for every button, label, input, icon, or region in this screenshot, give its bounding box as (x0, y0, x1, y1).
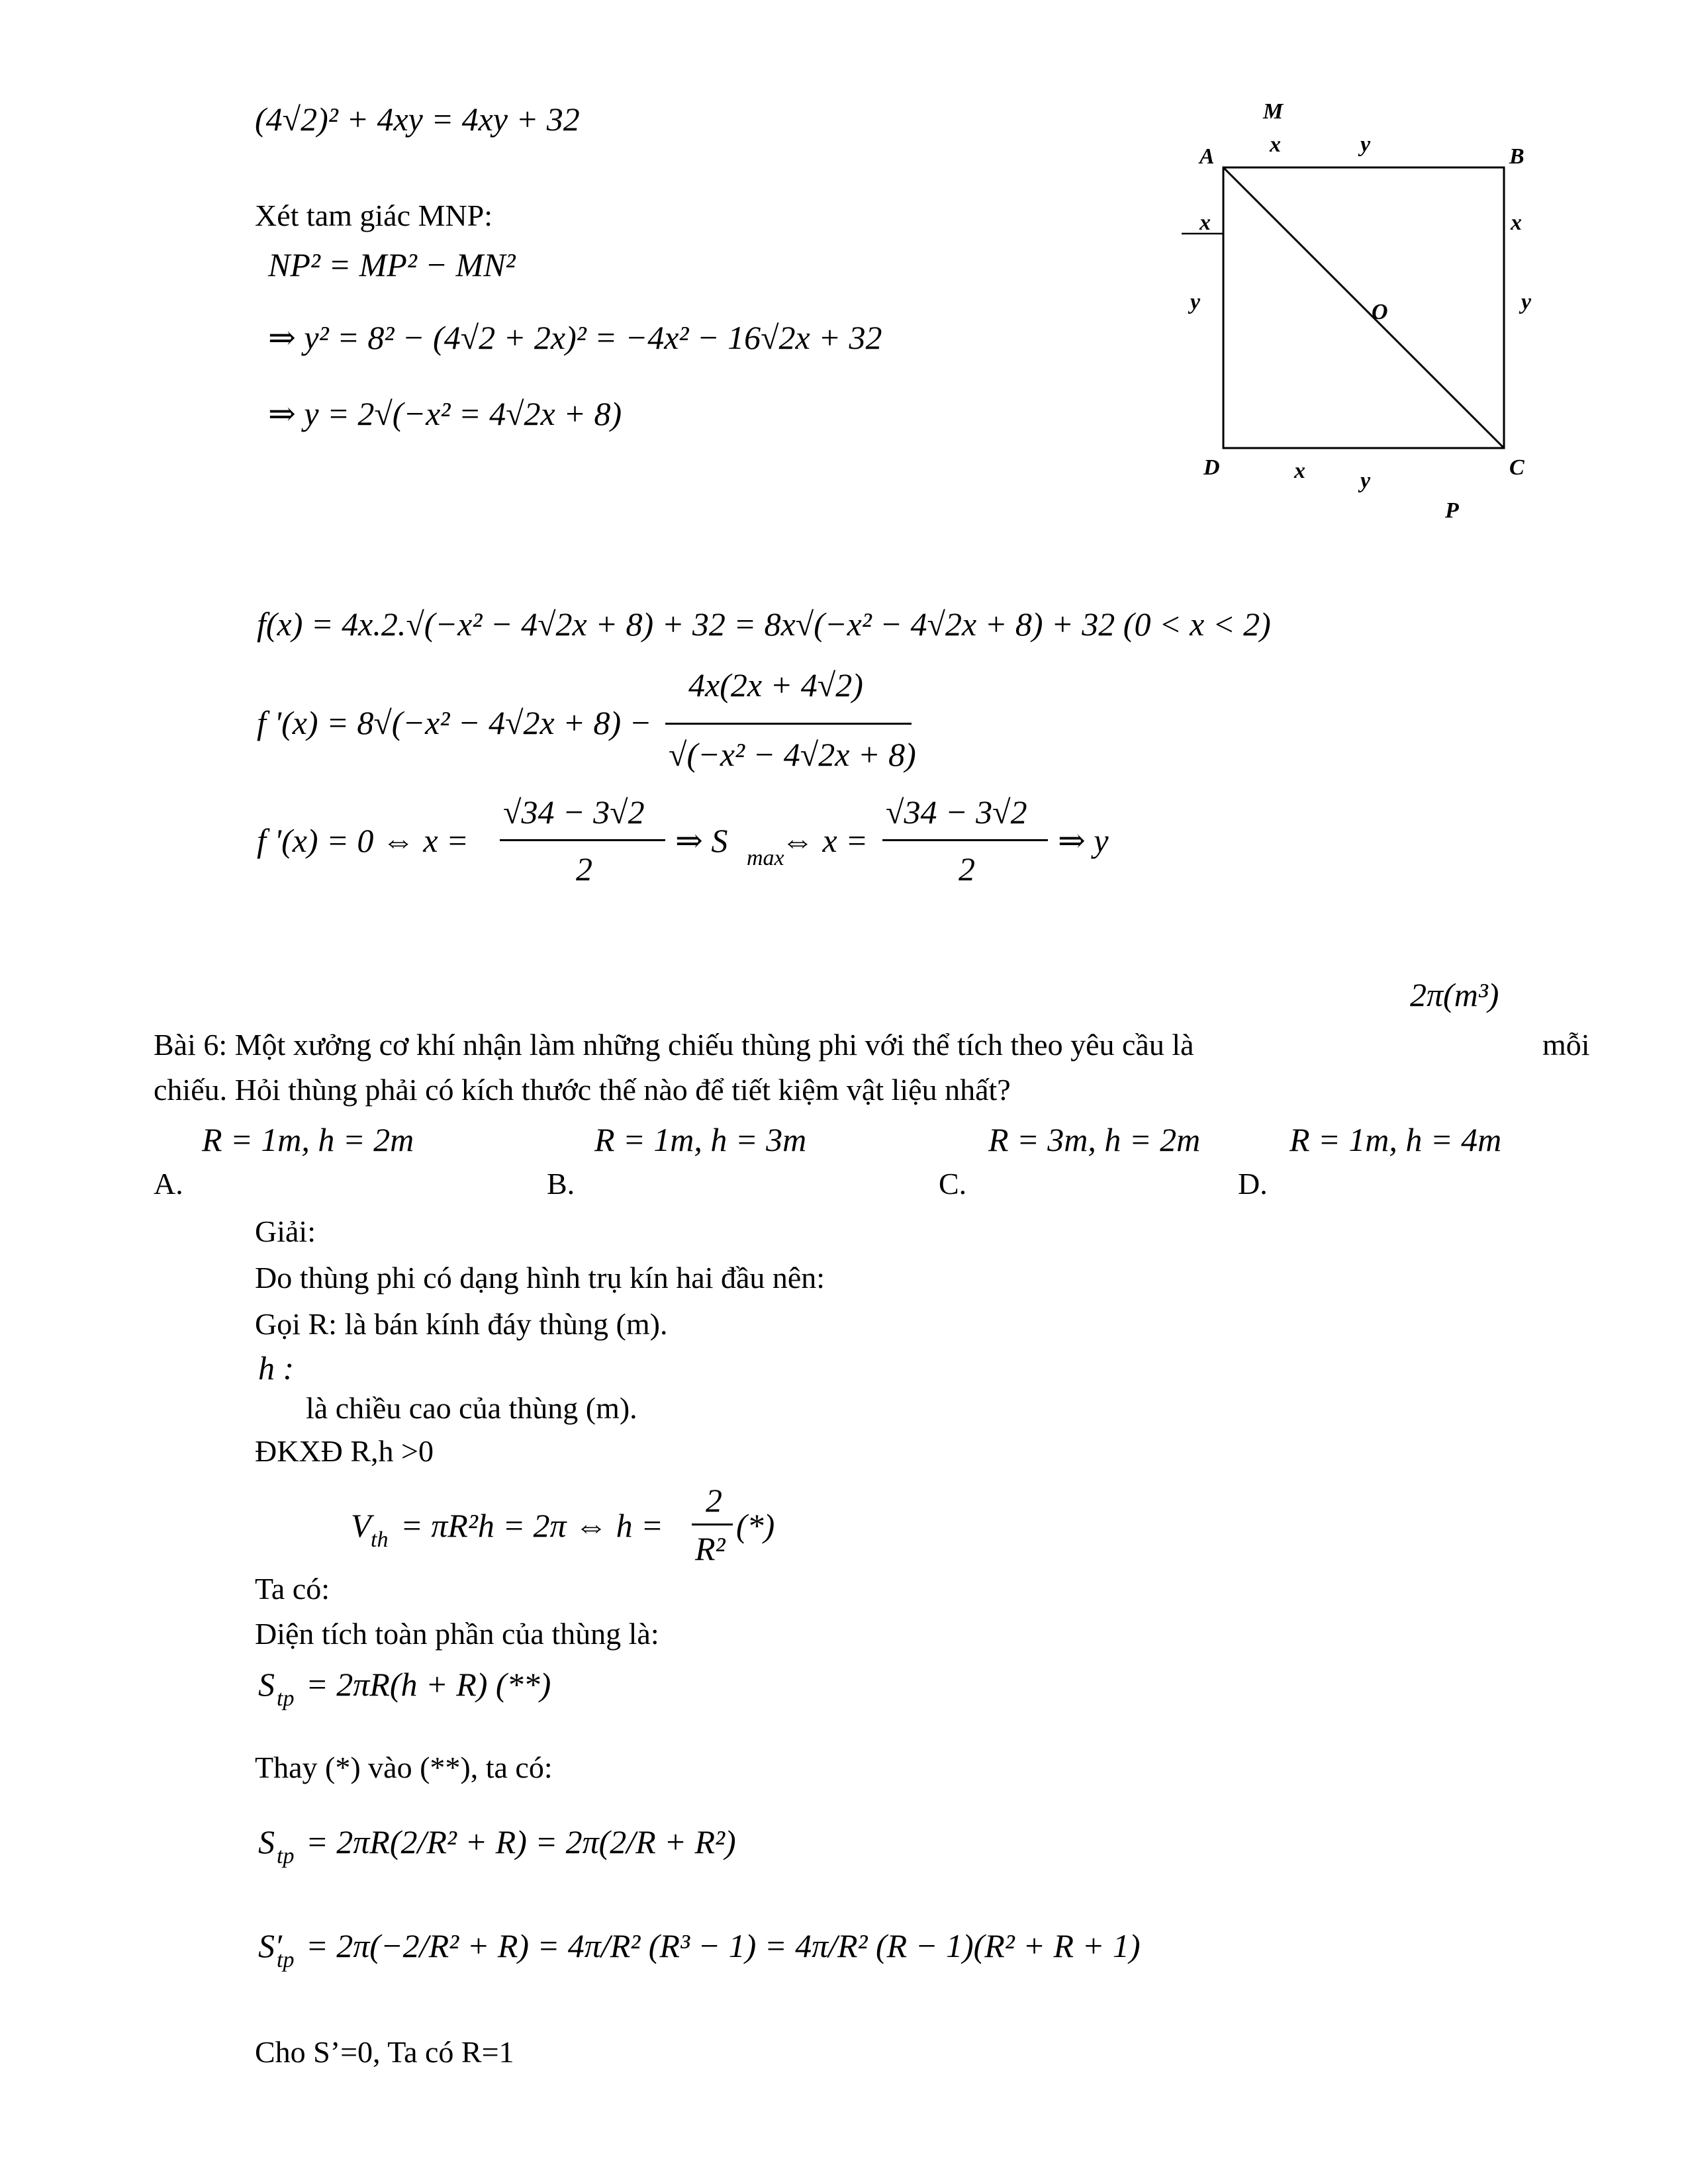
point-d-label: D (1203, 455, 1220, 480)
xet-tam-giac: Xét tam giác MNP: (255, 199, 492, 232)
seg-x-top: x (1270, 132, 1281, 157)
point-m-label: M (1263, 99, 1284, 124)
vth-denominator: R² (695, 1530, 726, 1567)
volume-expression: 2π(m³) (1410, 976, 1499, 1013)
seg-x-left: x (1199, 210, 1211, 235)
fzero-denominator-2: 2 (959, 850, 975, 887)
seg-x-right: x (1511, 210, 1522, 235)
option-a-label: A. (154, 1167, 183, 1201)
stp2-subscript: tp (277, 1844, 295, 1868)
vth-star: (*) (736, 1507, 775, 1544)
stp3-s-prime: S′ (258, 1927, 282, 1964)
h-variable: h : (258, 1349, 295, 1387)
fzero-numerator: √34 − 3√2 (503, 794, 645, 831)
seg-y-right: y (1521, 290, 1532, 314)
stp-subscript: tp (277, 1686, 295, 1711)
seg-y-left: y (1190, 290, 1201, 314)
ta-co: Ta có: (255, 1572, 330, 1606)
point-b-label: B (1509, 144, 1524, 169)
stp-s: S (258, 1666, 275, 1703)
fprime-numerator: 4x(2x + 4√2) (688, 666, 863, 704)
stp-equation: = 2πR(h + R) (**) (306, 1666, 551, 1703)
f-equation: f(x) = 4x.2.√(−x² − 4√2x + 8) + 32 = 8x√(−x² − 4√2x + 8) + 32 (0 < x < 2) (257, 606, 1271, 643)
thay: Thay (*) vào (**), ta có: (255, 1751, 553, 1784)
fprime-lhs: f '(x) = 8√(−x² − 4√2x + 8) − (257, 704, 652, 741)
stp3-equation: = 2π(−2/R² + R) = 4π/R² (R³ − 1) = 4π/R² (R − 1)(R² + R + 1) (306, 1927, 1141, 1964)
fzero-lhs: f '(x) = 0 ⇔ x = (257, 822, 469, 859)
fzero-fraction-bar-2 (882, 839, 1048, 841)
fprime-fraction-bar (665, 723, 912, 725)
fzero-fraction-bar (500, 839, 665, 841)
seg-x-bottom: x (1294, 459, 1305, 483)
point-o-label: O (1372, 300, 1388, 324)
fzero-denominator: 2 (576, 850, 592, 887)
bai6-line-1: Bài 6: Một xưởng cơ khí nhận làm những chiếu thùng phi với thể tích theo yêu cầu là (154, 1028, 1194, 1062)
stp3-subscript: tp (277, 1948, 295, 1972)
seg-y-top: y (1360, 132, 1371, 157)
option-c-label: C. (939, 1167, 967, 1201)
stp2-equation: = 2πR(2/R² + R) = 2π(2/R + R²) (306, 1823, 736, 1860)
seg-y-bottom: y (1360, 469, 1371, 493)
option-c-value: R = 3m, h = 2m (988, 1121, 1201, 1158)
vth-equation: = πR²h = 2π ⇔ h = (400, 1507, 663, 1544)
vth-fraction-bar (692, 1524, 733, 1525)
fzero-iff-x: ⇔ x = (781, 822, 868, 859)
fzero-numerator-2: √34 − 3√2 (886, 794, 1027, 831)
mnp-eq-2: ⇒ y² = 8² − (4√2 + 2x)² = −4x² − 16√2x + 32 (268, 319, 882, 356)
dien-tich: Diện tích toàn phần của thùng là: (255, 1617, 659, 1651)
point-a-label: A (1199, 144, 1215, 169)
option-b-label: B. (547, 1167, 575, 1201)
fzero-sub-max: max (747, 846, 784, 870)
point-p-label: P (1445, 498, 1459, 523)
option-d-value: R = 1m, h = 4m (1289, 1121, 1502, 1158)
option-d-label: D. (1238, 1167, 1268, 1201)
mnp-eq-1: NP² = MP² − MN² (268, 246, 516, 283)
fzero-implies-y: ⇒ y (1058, 822, 1109, 859)
bai6-line-2: chiếu. Hỏi thùng phải có kích thước thế nào để tiết kiệm vật liệu nhất? (154, 1073, 1011, 1107)
do-thung-phi: Do thùng phi có dạng hình trụ kín hai đầu nên: (255, 1261, 825, 1295)
fzero-arrow-s: ⇒ S (675, 822, 728, 859)
giai-heading: Giải: (255, 1214, 316, 1248)
dkxd: ĐKXĐ R,h >0 (255, 1434, 434, 1468)
eq-1: (4√2)² + 4xy = 4xy + 32 (255, 101, 580, 138)
bai6-moi: mỗi (1542, 1028, 1590, 1062)
stp2-s: S (258, 1823, 275, 1860)
option-a-value: R = 1m, h = 2m (202, 1121, 414, 1158)
vth-numerator: 2 (706, 1482, 722, 1519)
chieu-cao: là chiều cao của thùng (m). (306, 1391, 637, 1425)
cho-s-prime: Cho S’=0, Ta có R=1 (255, 2035, 514, 2069)
goi-r: Gọi R: là bán kính đáy thùng (m). (255, 1307, 668, 1341)
diagonal-ac (1223, 167, 1504, 448)
option-b-value: R = 1m, h = 3m (594, 1121, 807, 1158)
vth-v: V (351, 1507, 371, 1544)
fprime-denominator: √(−x² − 4√2x + 8) (669, 736, 916, 773)
vth-subscript: th (371, 1527, 389, 1552)
point-c-label: C (1509, 455, 1524, 480)
mnp-eq-3: ⇒ y = 2√(−x² = 4√2x + 8) (268, 395, 622, 432)
